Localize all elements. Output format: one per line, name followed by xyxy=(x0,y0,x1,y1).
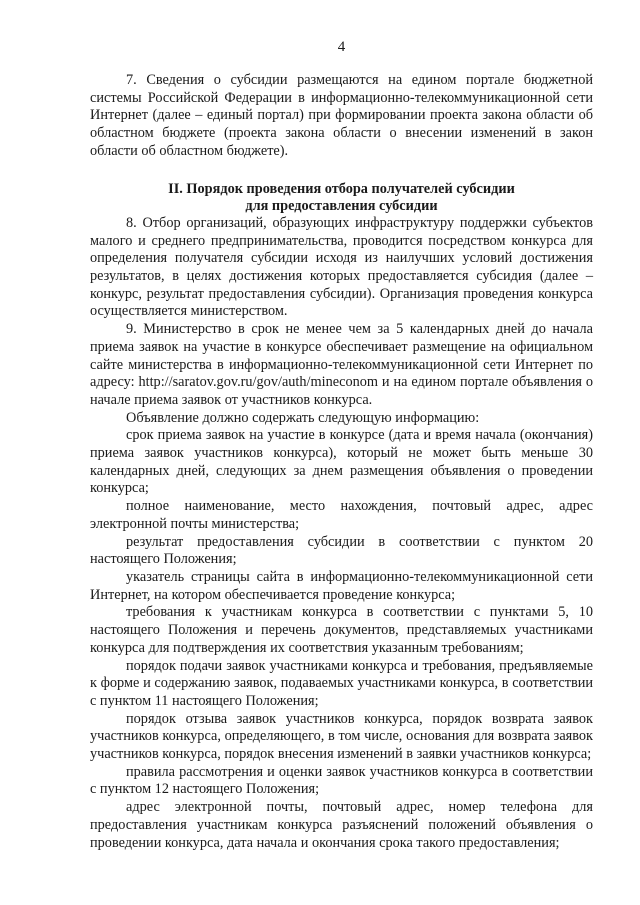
list-item-contacts: адрес электронной почты, почтовый адрес, номер телефона для предоставления участникам конкурса разъяснений положений объявления о проведении конкурса, дата начала и окончания срока такого предоставления; xyxy=(90,799,593,851)
section-heading-line-2: для предоставления субсидии xyxy=(245,197,438,214)
document-page xyxy=(90,38,593,852)
section-heading xyxy=(90,181,593,215)
list-item-ministry-address: полное наименование, место нахождения, почтовый адрес, адрес электронной почты министерства; xyxy=(90,498,593,532)
list-item-deadline: срок приема заявок на участие в конкурсе (дата и время начала (окончания) приема заявок участников конкурса), который не может быть меньше 30 календарных дней, следующих за днем размещения объявления о проведении конкурса; xyxy=(90,427,593,497)
paragraph-8: 8. Отбор организаций, образующих инфраструктуру поддержки субъектов малого и среднего предпринимательства, проводится посредством конкурса для определения получателя субсидии исходя из наилучших условий достижения результатов, в целях достижения которых предоставляется субсидия (далее – конкурс, результат предоставления субсидии). Организация проведения конкурса осуществляется министерством. xyxy=(90,214,593,320)
list-item-evaluation-rules: правила рассмотрения и оценки заявок участников конкурса в соответствии с пунктом 12 настоящего Положения; xyxy=(90,763,593,798)
list-item-withdrawal-order: порядок отзыва заявок участников конкурса, порядок возврата заявок участников конкурса, определяющего, в том числе, основания для возврата заявок участников конкурса, порядок внесения изменений в заявки участников конкурса; xyxy=(90,710,593,763)
section-heading-line-1: II. Порядок проведения отбора получателей субсидии xyxy=(168,180,515,197)
list-item-submission-order: порядок подачи заявок участниками конкурса и требования, предъявляемые к форме и содержанию заявок, подаваемых участниками конкурса, в соответствии с пунктом 11 настоящего Положения; xyxy=(90,657,593,709)
list-item-site-pointer: указатель страницы сайта в информационно-телекоммуникационной сети Интернет, на котором обеспечивается проведение конкурса; xyxy=(90,568,593,603)
page-number: 4 xyxy=(337,39,346,55)
list-item-requirements: требования к участникам конкурса в соответствии с пунктами 5, 10 настоящего Положения и перечень документов, представляемых участниками конкурса для подтверждения их соответствия указанным требованиям; xyxy=(90,604,593,656)
paragraph-9: 9. Министерство в срок не менее чем за 5 календарных дней до начала приема заявок на участие в конкурсе обеспечивает размещение на официальном сайте министерства в информационно-телекоммуникационной сети Интернет по адресу: http://saratov.gov.ru/gov/auth/mineconom и на едином портале объявления о начале приема заявок от участников конкурса. xyxy=(90,321,593,408)
paragraph-7: 7. Сведения о субсидии размещаются на едином портале бюджетной системы Российской Федерации в информационно-телекоммуникационной сети Интернет (далее – единый портал) при формировании проекта закона области об областном бюджете (проекта закона области о внесении изменений в закон области об областном бюджете). xyxy=(90,72,593,159)
list-item-result: результат предоставления субсидии в соответствии с пунктом 20 настоящего Положения; xyxy=(90,533,593,568)
announcement-intro: Объявление должно содержать следующую информацию: xyxy=(126,409,480,426)
